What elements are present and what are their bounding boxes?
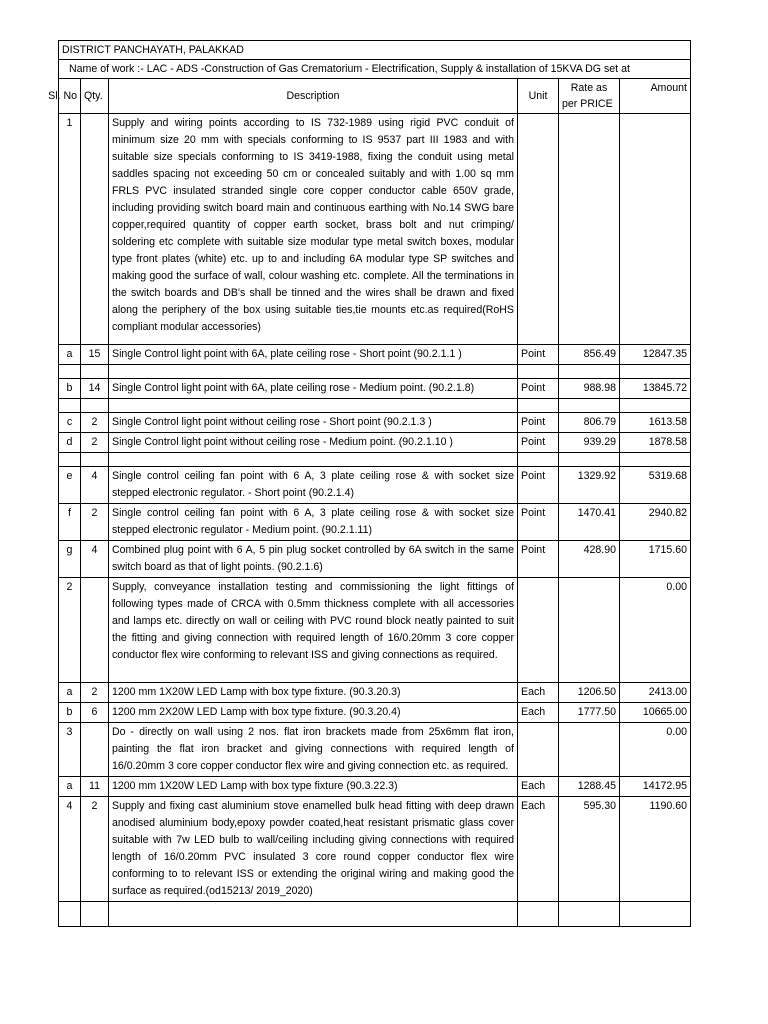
item-sl: f [59, 504, 81, 541]
item-qty [81, 723, 109, 777]
item-qty: 14 [81, 379, 109, 399]
work-title: Name of work :- LAC - ADS -Construction of Gas Crematorium - Electrification, Supply & installation of 15KVA DG set at [59, 60, 691, 79]
item-qty: 6 [81, 703, 109, 723]
item-amount: 0.00 [620, 578, 691, 683]
item-unit [518, 114, 559, 345]
item-rate [559, 114, 620, 345]
item-unit: Each [518, 777, 559, 797]
item-description: Supply and fixing cast aluminium stove enamelled bulk head fitting with deep drawn anodised aluminium body,epoxy powder coated,heat resistant prismatic glass cover suitable with 7w LED bulb to wall/ceiling including giving connections with required length of 16/0.20mm PVC insulated 3 core round copper conductor flex wire conforming to to relevant ISS or extending the original wiring and making good the surface as required.(od15213/ 2019_2020) [109, 797, 518, 902]
col-amount-header: Amount [620, 79, 691, 114]
item-unit: Point [518, 345, 559, 365]
item-amount: 12847.35 [620, 345, 691, 365]
item-rate: 806.79 [559, 413, 620, 433]
item-description: Single control ceiling fan point with 6 A, 3 plate ceiling rose & with socket size stepped electronic regulator - Medium point. (90.2.1.11) [109, 504, 518, 541]
item-rate: 856.49 [559, 345, 620, 365]
col-unit-header: Unit [518, 79, 559, 114]
item-unit: Point [518, 541, 559, 578]
item-unit: Each [518, 703, 559, 723]
item-description: 1200 mm 1X20W LED Lamp with box type fixture (90.3.22.3) [109, 777, 518, 797]
item-rate: 988.98 [559, 379, 620, 399]
blank-row [59, 902, 691, 927]
item-rate: 1777.50 [559, 703, 620, 723]
item-amount: 5319.68 [620, 467, 691, 504]
item-description: Single control ceiling fan point with 6 A, 3 plate ceiling rose & with socket size stepped electronic regulator. - Short point (90.2.1.4) [109, 467, 518, 504]
item-description: Combined plug point with 6 A, 5 pin plug socket controlled by 6A switch in the same switch board as that of light points. (90.2.1.6) [109, 541, 518, 578]
item-rate: 1206.50 [559, 683, 620, 703]
item-qty: 4 [81, 541, 109, 578]
item-qty: 11 [81, 777, 109, 797]
item-description: 1200 mm 2X20W LED Lamp with box type fixture. (90.3.20.4) [109, 703, 518, 723]
item-qty: 15 [81, 345, 109, 365]
item-sl: 1 [59, 114, 81, 345]
item-description: Supply, conveyance installation testing and commissioning the light fittings of following types made of CRCA with 0.5mm thickness complete with all accessories and lamps etc. directly on wall or ceiling with PVC round block neatly painted to suit the fitting and giving connection with required length of 16/0.20mm 3 core copper conductor flex wire conforming to relevant ISS and giving connections as required. [109, 578, 518, 683]
item-rate [559, 723, 620, 777]
item-sl: b [59, 379, 81, 399]
item-sl: a [59, 777, 81, 797]
item-amount: 1190.60 [620, 797, 691, 902]
item-amount: 1878.58 [620, 433, 691, 453]
item-sl: 2 [59, 578, 81, 683]
col-rate-header-line2: per PRICE [562, 98, 613, 110]
item-unit [518, 723, 559, 777]
item-description: Single Control light point with 6A, plate ceiling rose - Short point (90.2.1.1 ) [109, 345, 518, 365]
item-sl: 4 [59, 797, 81, 902]
item-amount: 10665.00 [620, 703, 691, 723]
table-row [59, 797, 691, 902]
item-rate: 1470.41 [559, 504, 620, 541]
table-row [59, 777, 691, 797]
spacer-row [59, 399, 691, 413]
spacer-row [59, 453, 691, 467]
item-unit: Point [518, 504, 559, 541]
item-rate: 428.90 [559, 541, 620, 578]
col-desc-header: Description [109, 79, 518, 114]
item-description: Do - directly on wall using 2 nos. flat iron brackets made from 25x6mm flat iron, painting the flat iron bracket and giving connections with required length of 16/0.20mm 3 core copper conductor flex wire and giving connection etc. as required. [109, 723, 518, 777]
item-amount: 2413.00 [620, 683, 691, 703]
item-qty: 2 [81, 797, 109, 902]
column-header-row [59, 79, 691, 114]
item-amount: 1715.60 [620, 541, 691, 578]
col-sl-header: Sl. No [59, 79, 81, 114]
table-row [59, 504, 691, 541]
item-qty: 2 [81, 504, 109, 541]
table-row [59, 114, 691, 345]
item-unit [518, 578, 559, 683]
item-qty [81, 114, 109, 345]
item-unit: Each [518, 797, 559, 902]
item-rate: 595.30 [559, 797, 620, 902]
estimate-sheet [48, 40, 690, 927]
item-qty: 2 [81, 683, 109, 703]
item-sl: g [59, 541, 81, 578]
item-rate [559, 578, 620, 683]
item-amount: 0.00 [620, 723, 691, 777]
col-qty-header: Qty. [81, 79, 109, 114]
table-row [59, 578, 691, 683]
item-sl: a [59, 683, 81, 703]
item-rate: 939.29 [559, 433, 620, 453]
spacer-row [59, 365, 691, 379]
item-description: 1200 mm 1X20W LED Lamp with box type fixture. (90.3.20.3) [109, 683, 518, 703]
item-qty: 2 [81, 413, 109, 433]
item-description: Single Control light point without ceiling rose - Medium point. (90.2.1.10 ) [109, 433, 518, 453]
item-description: Supply and wiring points according to IS 732-1989 using rigid PVC conduit of minimum size 20 mm with specials conforming to IS 9537 part III 1983 and with suitable size specials conforming to IS 3419-1988, fixing the conduit using metal saddles spacing not exceeding 50 cm or concealed suitably and with 1.00 sq mm FRLS PVC insulated stranded single core copper conductor cable 650V grade, including providing switch board main and continuous earthing with No.14 SWG bare copper,required quantity of copper earth socket, brass bolt and nut crimping/ soldering etc complete with suitable size modular type metal switch boxes, modular type front plates (white) etc. up to and including 6A modular type SP switches and making good the surface of wall, colour washing etc. complete. All the terminations in the switch boards and DB's shall be tinned and the wires shall be drawn and fixed along the periphery of the box using suitable ties,tie mounts etc.as required(RoHS compliant modular accessories) [109, 114, 518, 345]
item-sl: b [59, 703, 81, 723]
item-amount: 13845.72 [620, 379, 691, 399]
item-qty: 4 [81, 467, 109, 504]
table-row [59, 379, 691, 399]
item-sl: c [59, 413, 81, 433]
item-sl: 3 [59, 723, 81, 777]
table-row [59, 413, 691, 433]
item-unit: Point [518, 433, 559, 453]
office-title: DISTRICT PANCHAYATH, PALAKKAD [59, 41, 691, 60]
item-unit: Point [518, 467, 559, 504]
item-sl: d [59, 433, 81, 453]
item-amount: 1613.58 [620, 413, 691, 433]
item-rate: 1329.92 [559, 467, 620, 504]
item-qty [81, 578, 109, 683]
col-rate-header-line1: Rate as [570, 82, 608, 94]
table-row [59, 703, 691, 723]
table-row [59, 683, 691, 703]
item-amount: 2940.82 [620, 504, 691, 541]
table-row [59, 433, 691, 453]
item-unit: Point [518, 413, 559, 433]
work-row [59, 60, 691, 79]
item-sl: a [59, 345, 81, 365]
table-row [59, 541, 691, 578]
item-description: Single Control light point with 6A, plate ceiling rose - Medium point. (90.2.1.8) [109, 379, 518, 399]
item-amount [620, 114, 691, 345]
table-row [59, 467, 691, 504]
item-unit: Each [518, 683, 559, 703]
item-amount: 14172.95 [620, 777, 691, 797]
item-rate: 1288.45 [559, 777, 620, 797]
table-row [59, 345, 691, 365]
office-row [59, 41, 691, 60]
item-description: Single Control light point without ceiling rose - Short point (90.2.1.3 ) [109, 413, 518, 433]
item-qty: 2 [81, 433, 109, 453]
table-row [59, 723, 691, 777]
item-sl: e [59, 467, 81, 504]
estimate-table [48, 40, 691, 927]
item-unit: Point [518, 379, 559, 399]
col-rate-header [559, 79, 620, 114]
